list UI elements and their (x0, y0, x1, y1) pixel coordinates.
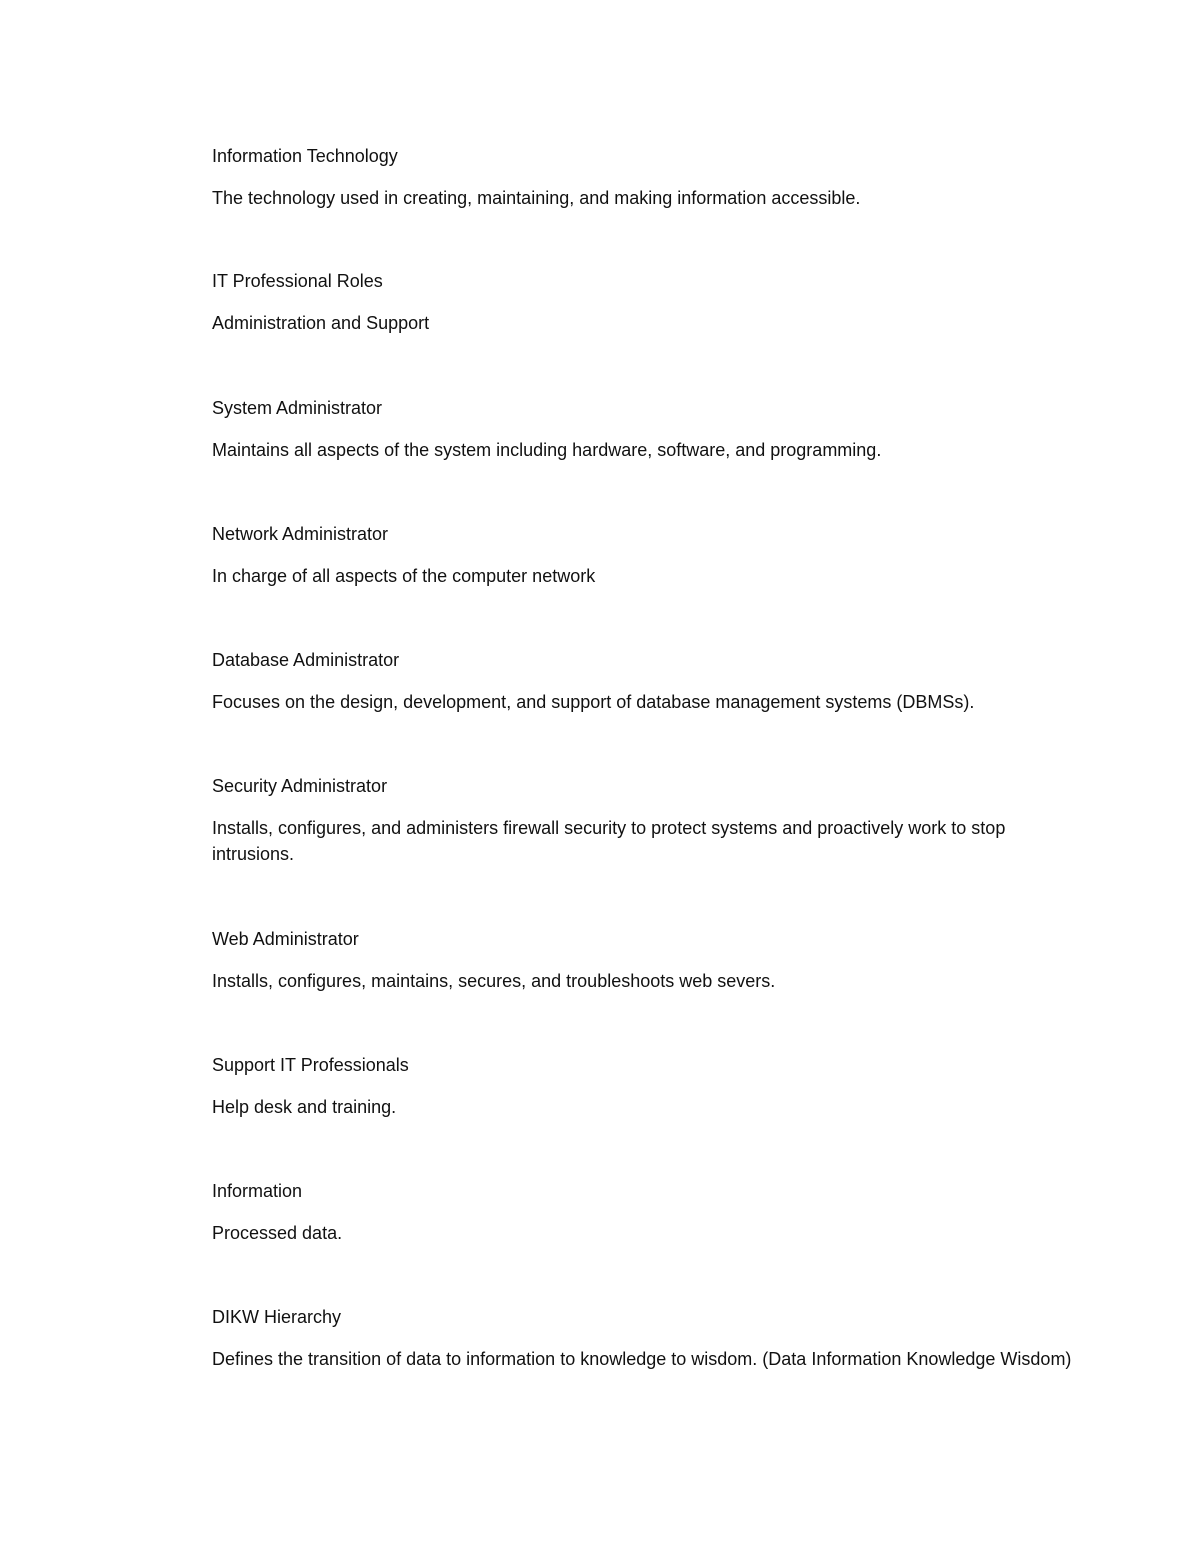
entry-security-administrator (212, 773, 1072, 867)
term: Information Technology (212, 146, 398, 166)
definition: The technology used in creating, maintaining, and making information accessible. (212, 188, 861, 208)
definition: Installs, configures, and administers firewall security to protect systems and proactively work to stop intrusions. (212, 818, 1006, 864)
term: Information (212, 1181, 303, 1201)
term: Security Administrator (212, 776, 388, 796)
term: Database Administrator (212, 650, 400, 670)
entry-information (212, 1178, 1072, 1246)
definition: Maintains all aspects of the system including hardware, software, and programming. (212, 440, 882, 460)
entry-web-administrator (212, 926, 1072, 994)
term: Support IT Professionals (212, 1055, 409, 1075)
entry-information-technology (212, 143, 1072, 211)
definition: Installs, configures, maintains, secures, and troubleshoots web severs. (212, 971, 776, 991)
term: IT Professional Roles (212, 271, 383, 291)
entry-support-it-professionals (212, 1052, 1072, 1120)
entry-dikw-hierarchy (212, 1304, 1072, 1372)
entry-it-professional-roles (212, 268, 1072, 336)
definition: In charge of all aspects of the computer network (212, 566, 596, 586)
term: System Administrator (212, 398, 383, 418)
definition: Focuses on the design, development, and support of database management systems (DBMSs). (212, 692, 975, 712)
definition: Administration and Support (212, 313, 430, 333)
term: DIKW Hierarchy (212, 1307, 342, 1327)
definition: Processed data. (212, 1223, 343, 1243)
definition: Defines the transition of data to information to knowledge to wisdom. (Data Information Knowledge Wisdom) (212, 1349, 1072, 1369)
entry-network-administrator (212, 521, 1072, 589)
definition: Help desk and training. (212, 1097, 397, 1117)
term: Web Administrator (212, 929, 359, 949)
entry-system-administrator (212, 395, 1072, 463)
term: Network Administrator (212, 524, 389, 544)
entry-database-administrator (212, 647, 1072, 715)
